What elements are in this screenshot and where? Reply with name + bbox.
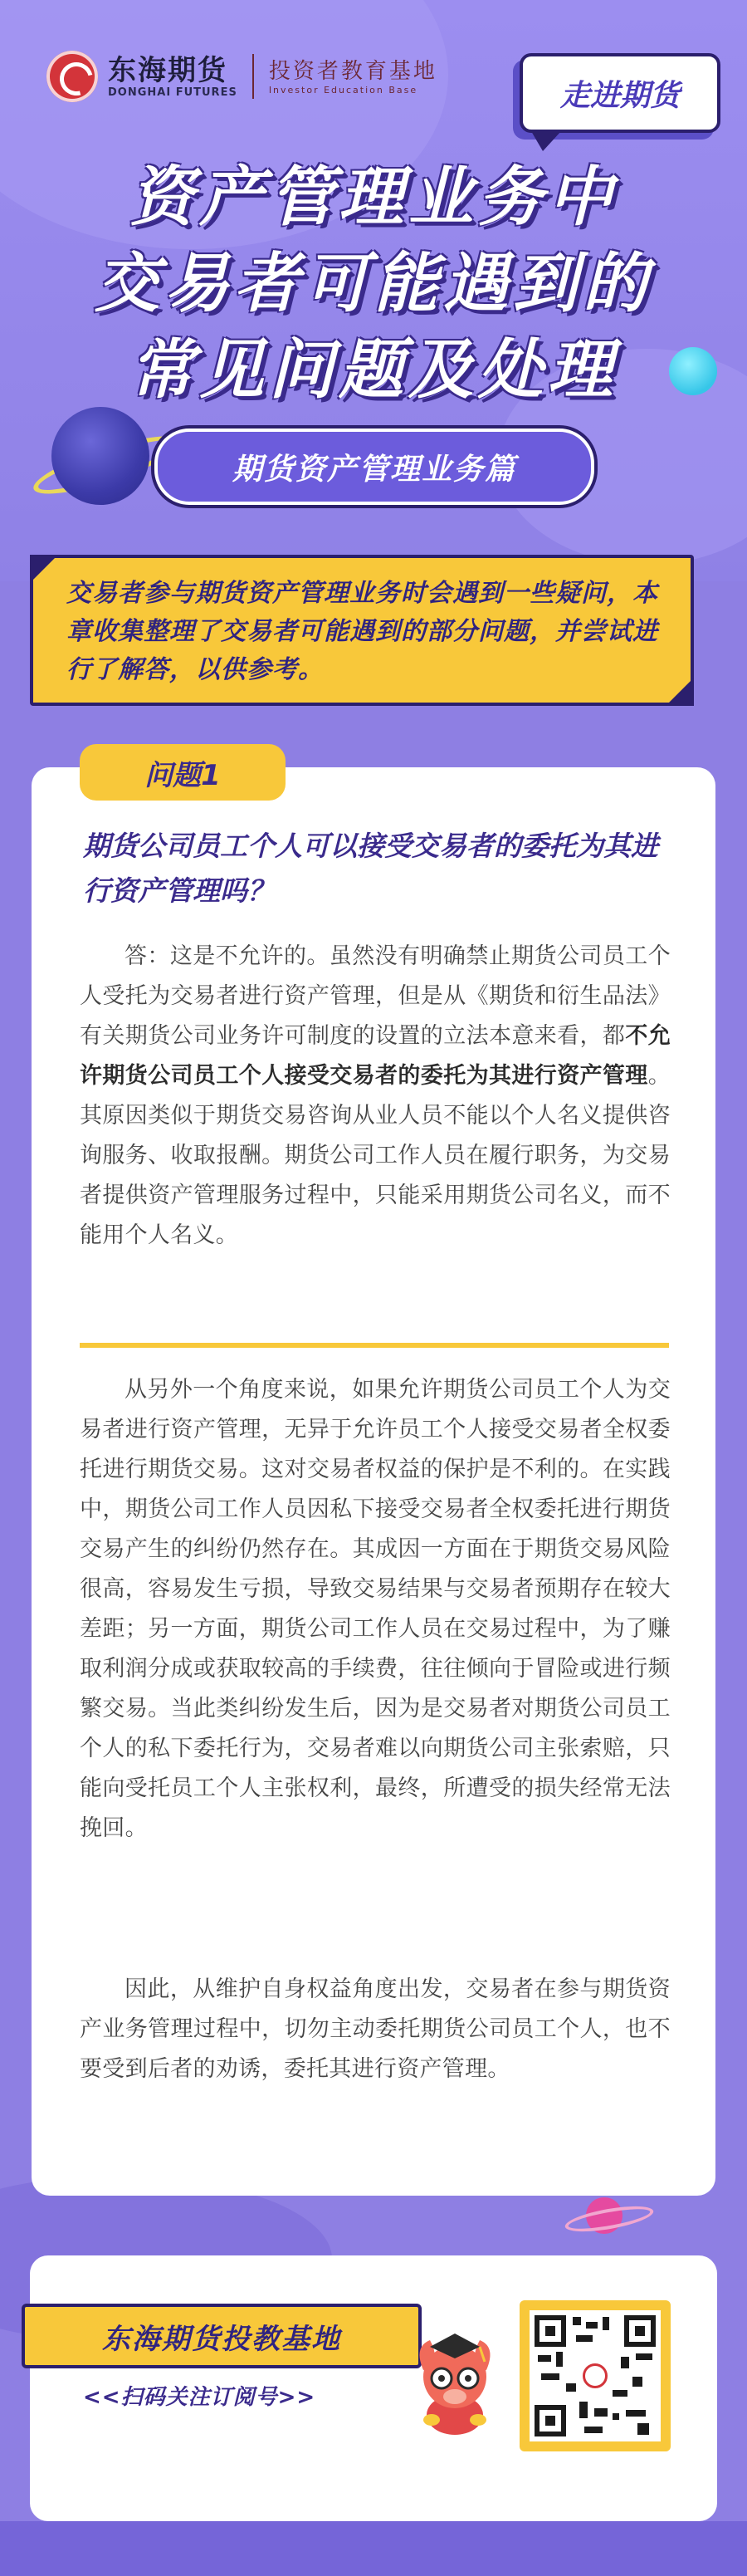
qr-module	[579, 2402, 588, 2418]
scan-prompt: <<扫码关注订阅号>>	[83, 2385, 316, 2410]
qr-module	[613, 2390, 627, 2397]
planet-icon	[51, 407, 149, 505]
qr-logo-icon	[583, 2363, 608, 2388]
question-tab: 问题1	[80, 744, 286, 801]
brand-name-cn: 东海期货	[108, 53, 227, 87]
qr-finder-tr	[624, 2315, 656, 2347]
qr-module	[603, 2317, 609, 2330]
qr-module	[573, 2317, 581, 2325]
qr-module	[636, 2353, 652, 2360]
qr-module	[632, 2377, 642, 2387]
brand-divider	[252, 54, 254, 99]
brand-name	[108, 55, 237, 99]
answer-p1-text-a: 答：这是不允许的。虽然没有明确禁止期货公司员工个人受托为交易者进行资产管理，但是从《期货和衍生品法》有关期货公司业务许可制度的设置的立法本意来看，都	[80, 943, 671, 1049]
company-logo	[46, 51, 98, 102]
qr-finder-bl	[535, 2405, 566, 2436]
question-text: 期货公司员工个人可以接受交易者的委托为其进行资产管理吗？	[83, 830, 658, 907]
qr-module	[538, 2355, 551, 2362]
education-base-cn: 投资者教育基地	[268, 58, 437, 84]
answer-p1-text-b: 。其原因类似于期货交易咨询从业人员不能以个人名义提供咨询服务、收取报酬。期货公司工作人员在履行职务，为交易者提供资产管理服务过程中，只能采用期货公司名义，而不能用个人名义。	[80, 1063, 671, 1248]
qr-module	[566, 2383, 576, 2392]
title-line-2: 交易者可能遇到的	[94, 247, 652, 321]
footer-background	[0, 2521, 747, 2576]
cyan-planet-icon	[669, 347, 717, 395]
education-base-ribbon: 东海期货投教基地	[22, 2304, 422, 2368]
education-base	[269, 58, 437, 95]
qr-module	[584, 2427, 603, 2433]
brand-header	[46, 47, 437, 106]
qr-module	[621, 2357, 629, 2368]
section-divider	[80, 1343, 669, 1348]
title-line-3: 常见问题及处理	[129, 333, 618, 408]
qr-module	[637, 2423, 649, 2435]
qr-module	[576, 2335, 593, 2342]
answer-paragraph-1	[80, 937, 671, 1256]
qr-module	[541, 2373, 559, 2380]
qr-module	[594, 2408, 608, 2417]
qr-code-matrix	[530, 2310, 661, 2441]
qr-module	[626, 2410, 646, 2417]
qr-module	[586, 2322, 598, 2329]
column-badge: 走进期货	[520, 53, 720, 133]
answer-paragraph-2: 从另外一个角度来说，如果允许期货公司员工个人为交易者进行资产管理，无异于允许员工个人接受交易者全权委托进行期货交易。这对交易者权益的保护是不利的。在实践中，期货公司工作人员因私下接受交易者全权委托进行期货交易产生的纠纷仍然存在。其成因一方面在于期货交易风险很高，容易发生亏损，导致交易结果与交易者预期存在较大差距；另一方面，期货公司工作人员在交易过程中，为了赚取利润分成或获取较高的手续费，往往倾向于冒险或进行频繁交易。当此类纠纷发生后，因为是交易者对期货公司员工个人的私下委托行为，交易者难以向期货公司主张索赔，只能向受托员工个人主张权利，最终，所遭受的损失经常无法挽回。	[80, 1377, 671, 1841]
education-base-en: Investor Education Base	[268, 84, 418, 95]
mascot-icon	[405, 2322, 505, 2438]
qr-code[interactable]	[520, 2300, 671, 2451]
qr-finder-tl	[535, 2315, 566, 2347]
qr-module	[613, 2413, 619, 2420]
page-title	[0, 154, 747, 414]
title-line-1: 资产管理业务中	[129, 160, 618, 235]
qr-module	[556, 2352, 563, 2367]
answer-paragraph-3: 因此，从维护自身权益角度出发，交易者在参与期货资产业务管理过程中，切勿主动委托期货公司员工个人，也不要受到后者的劝诱，委托其进行资产管理。	[80, 1976, 671, 2082]
intro-box: 交易者参与期货资产管理业务时会遇到一些疑问，本章收集整理了交易者可能遇到的部分问题，并尝试进行了解答，以供参考。	[30, 555, 694, 706]
answer-p1-emphasis: 不允许期货公司员工个人接受交易者的委托为其进行资产管理	[80, 1023, 671, 1089]
brand-name-en: DONGHAI FUTURES	[108, 86, 237, 99]
subtitle-pill: 期货资产管理业务篇	[154, 429, 594, 505]
